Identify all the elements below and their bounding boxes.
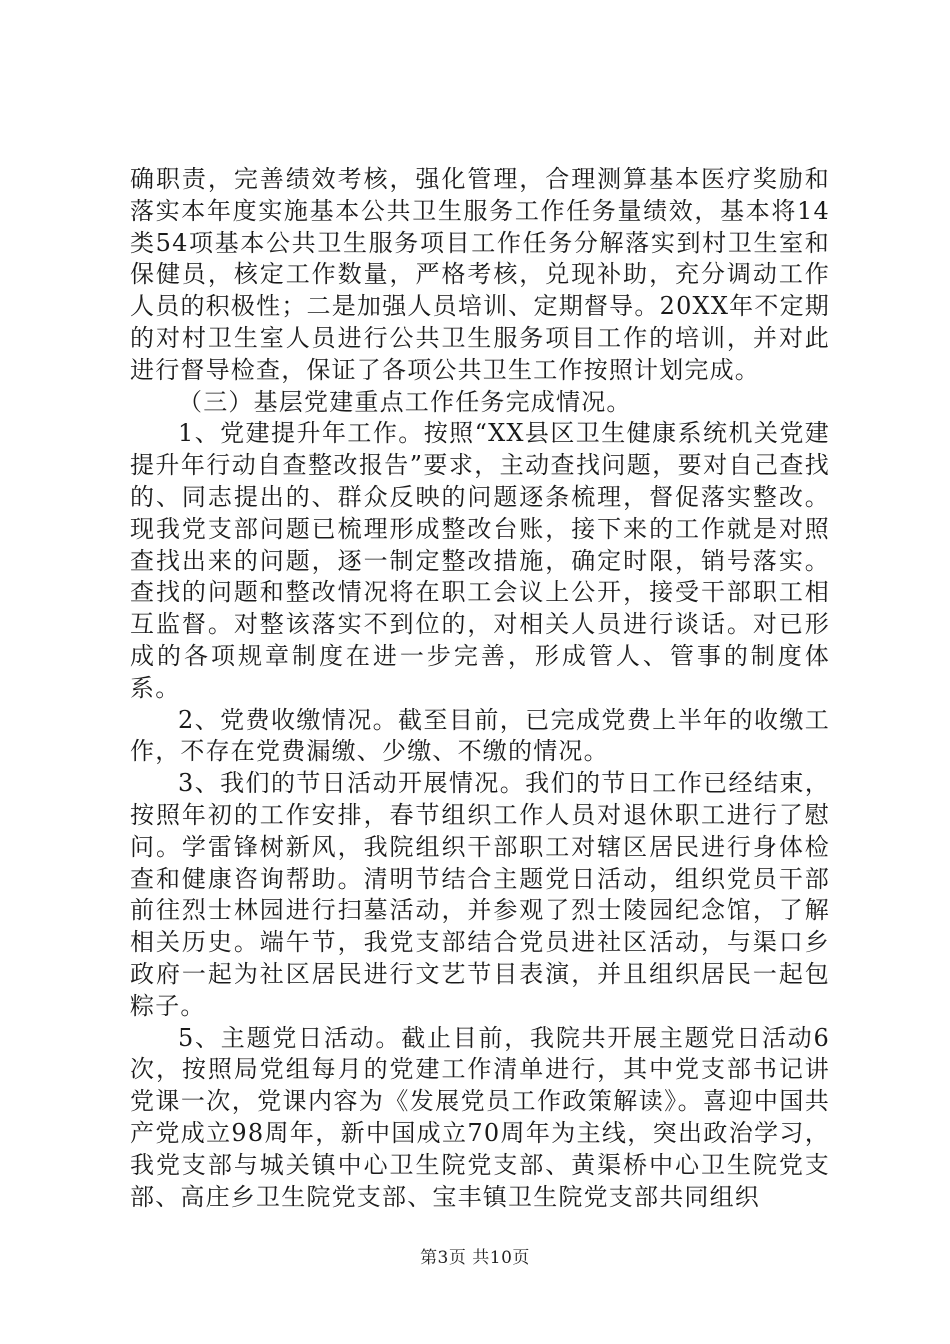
page-number-footer: 第3页 共10页 [420, 1248, 530, 1268]
paragraph-continuation: 确职责，完善绩效考核，强化管理，合理测算基本医疗奖励和落实本年度实施基本公共卫生服务工作任务量绩效，基本将14类54项基本公共卫生服务项目工作任务分解落实到村卫生室和保健员，核定工作数量，严格考核，兑现补助，充分调动工作人员的积极性；二是加强人员培训、定期督导。20XX年不定期的对村卫生室人员进行公共卫生服务项目工作的培训，并对此进行督导检查，保证了各项公共卫生工作按照计划完成。 [130, 165, 830, 384]
paragraph-party-dues: 2、党费收缴情况。截至目前，已完成党费上半年的收缴工作，不存在党费漏缴、少缴、不缴的情况。 [130, 705, 830, 766]
document-body [130, 164, 830, 1213]
section-heading: （三）基层党建重点工作任务完成情况。 [178, 387, 632, 416]
paragraph-party-building: 1、党建提升年工作。按照“XX县区卫生健康系统机关党建提升年行动自查整改报告”要求，主动查找问题，要对自己查找的、同志提出的、群众反映的问题逐条梳理，督促落实整改。现我党支部问题已梳理形成整改台账，接下来的工作就是对照查找出来的问题，逐一制定整改措施，确定时限，销号落实。查找的问题和整改情况将在职工会议上公开，接受干部职工相互监督。对整该落实不到位的，对相关人员进行谈话。对已形成的各项规章制度在进一步完善，形成管人、管事的制度体系。 [130, 419, 830, 702]
paragraph-theme-party-day: 5、主题党日活动。截止目前，我院共开展主题党日活动6次，按照局党组每月的党建工作清单进行，其中党支部书记讲党课一次，党课内容为《发展党员工作政策解读》。喜迎中国共产党成立98周年，新中国成立70周年为主线，突出政治学习，我党支部与城关镇中心卫生院党支部、黄渠桥中心卫生院党支部、高庄乡卫生院党支部、宝丰镇卫生院党支部共同组织 [130, 1023, 830, 1211]
paragraph-festival-activities: 3、我们的节日活动开展情况。我们的节日工作已经结束，按照年初的工作安排，春节组织工作人员对退休职工进行了慰问。学雷锋树新风，我院组织干部职工对辖区居民进行身体检查和健康咨询帮助。清明节结合主题党日活动，组织党员干部前往烈士林园进行扫墓活动，并参观了烈士陵园纪念馆，了解相关历史。端午节，我党支部结合党员进社区活动，与渠口乡政府一起为社区居民进行文艺节目表演，并且组织居民一起包粽子。 [130, 769, 830, 1020]
